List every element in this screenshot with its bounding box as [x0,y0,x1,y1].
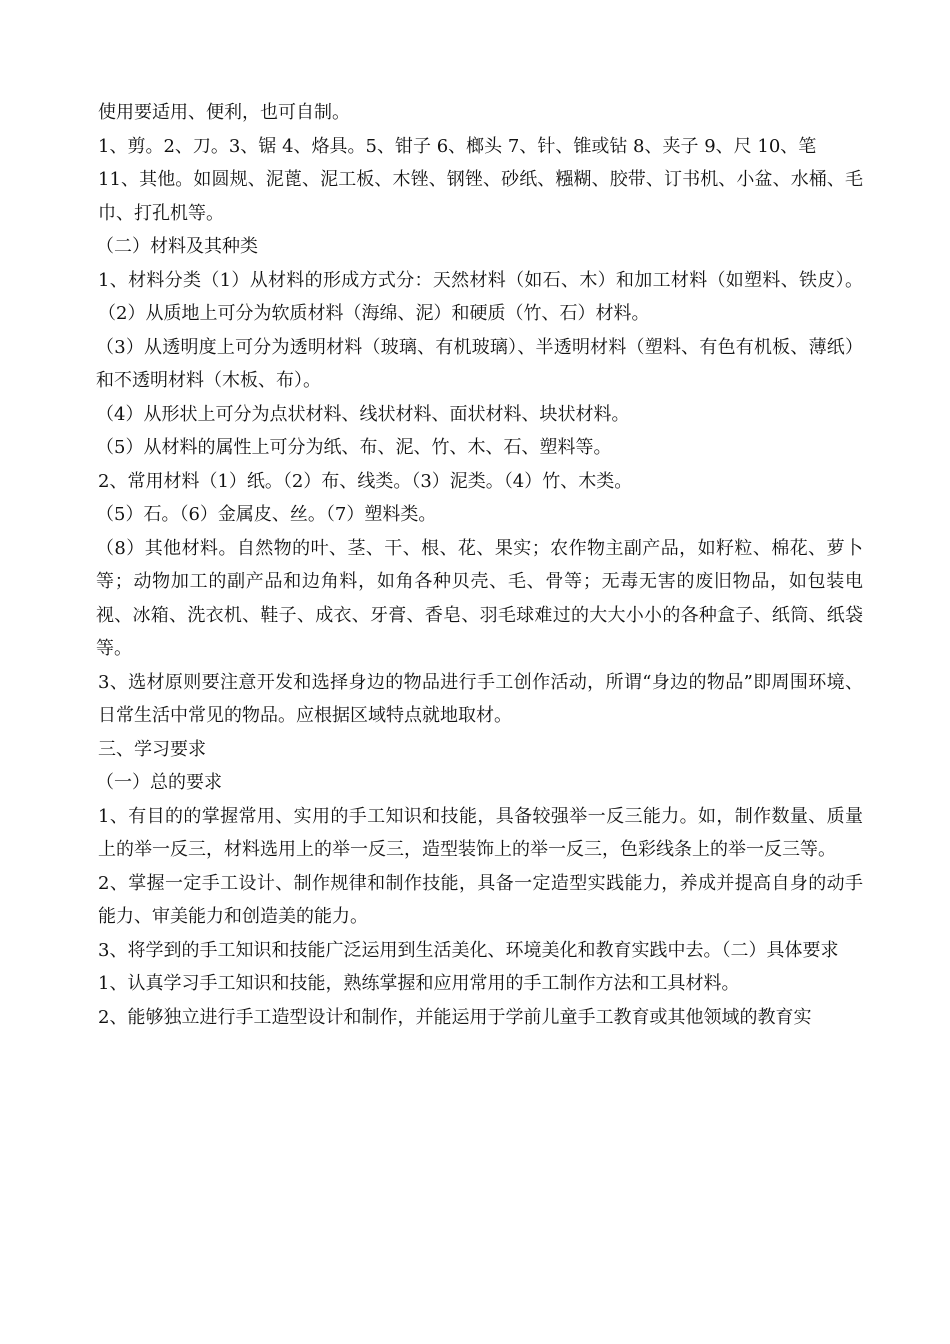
paragraph-tools-usage: 使用要适用、便利，也可自制。 [98,102,350,123]
paragraph-shape: （4）从形状上可分为点状材料、线状材料、面状材料、块状材料。 [96,403,630,425]
paragraph-general-3: 3、将学到的手工知识和技能广泛运用到生活美化、环境美化和教育实践中去。（二）具体要求 [98,939,839,961]
paragraph-tools-other: 11、其他。如圆规、泥蓖、泥工板、木锉、钢锉、砂纸、糨糊、胶带、订书机、小盆、水桶、毛巾、打孔机等。 [98,169,863,224]
paragraph-common-materials-cont: （5）石。（6）金属皮、丝。（7）塑料类。 [96,504,437,525]
document-body [98,96,863,1034]
paragraph-general-1: 1、有目的的掌握常用、实用的手工知识和技能，具备较强举一反三能力。如，制作数量、质量上的举一反三，材料选用上的举一反三，造型装饰上的举一反三，色彩线条上的举一反三等。 [98,805,863,860]
paragraph-material-classification: 1、材料分类（1）从材料的形成方式分：天然材料（如石、木）和加工材料（如塑料、铁皮）。（2）从质地上可分为软质材料（海绵、泥）和硬质（竹、石）材料。 [98,269,863,324]
section-heading-learning-requirements: 三、学习要求 [98,738,206,760]
paragraph-specific-2: 2、能够独立进行手工造型设计和制作，并能运用于学前儿童手工教育或其他领域的教育实 [98,1006,812,1028]
paragraph-specific-1: 1、认真学习手工知识和技能，熟练掌握和应用常用的手工制作方法和工具材料。 [98,973,740,994]
paragraph-common-materials: 2、常用材料（1）纸。（2）布、线类。（3）泥类。（4）竹、木类。 [98,470,633,492]
subsection-heading-general: （一）总的要求 [96,772,222,793]
section-heading-materials: （二）材料及其种类 [96,236,258,257]
paragraph-other-materials: （8）其他材料。自然物的叶、茎、干、根、花、果实；农作物主副产品，如籽粒、棉花、萝卜等；动物加工的副产品和边角料，如角各种贝壳、毛、骨等；无毒无害的废旧物品，如包装电视、冰箱、洗衣机、鞋子、成衣、牙膏、香皂、羽毛球难过的大大小小的各种盒子、纸筒、纸袋等。 [96,537,863,659]
paragraph-general-2: 2、掌握一定手工设计、制作规律和制作技能，具备一定造型实践能力，养成并提高自身的动手能力、审美能力和创造美的能力。 [98,872,863,927]
paragraph-attribute: （5）从材料的属性上可分为纸、布、泥、竹、木、石、塑料等。 [96,437,612,458]
paragraph-tools-list: 1、剪。2、刀。3、锯 4、烙具。5、钳子 6、榔头 7、针、锥或钻 8、夹子 9、尺 10、笔 [98,135,817,157]
paragraph-selection-principle: 3、选材原则要注意开发和选择身边的物品进行手工创作活动，所谓“身边的物品”即周围环境、日常生活中常见的物品。应根据区域特点就地取材。 [98,671,863,726]
paragraph-transparency: （3）从透明度上可分为透明材料（玻璃、有机玻璃）、半透明材料（塑料、有色有机板、薄纸）和不透明材料（木板、布）。 [96,336,863,391]
